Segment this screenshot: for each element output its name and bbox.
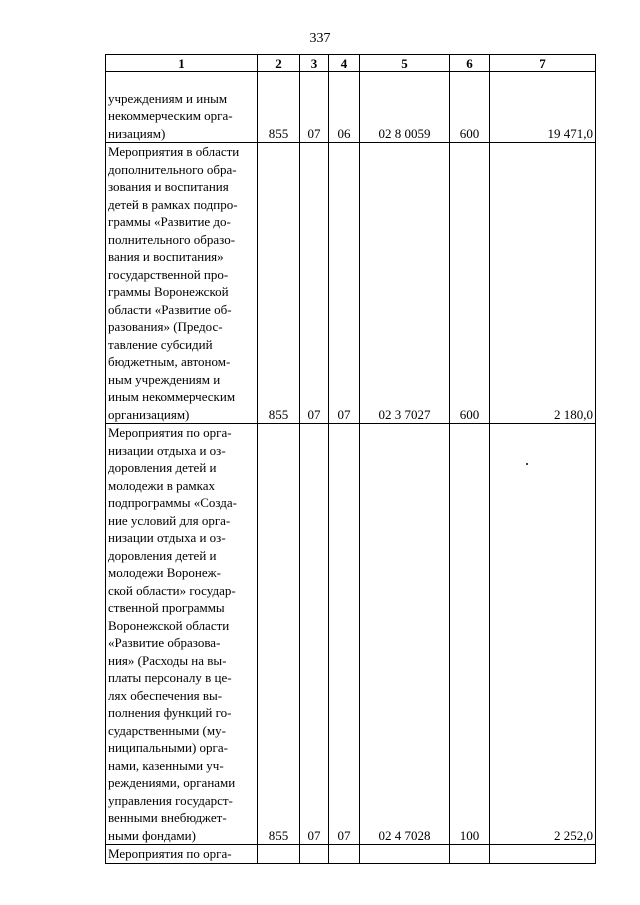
description-line: ской области» государ- [108,582,236,598]
description-line: Мероприятия по орга- [108,425,232,440]
row-description [106,143,258,424]
cell-expense-type: 100 [450,424,490,845]
description-line: дополнительного обра- [108,161,237,177]
cell-amount: 2 252,0 [490,424,596,845]
description-line: ными фондами) [108,827,196,843]
description-line: некоммерческим орга- [108,108,233,123]
description-line: доровления детей и [108,547,217,563]
description-line: вания и воспитания» [108,249,224,264]
description-line: учреждениям и иным [108,90,228,106]
header-col-2: 2 [258,55,300,72]
cell-section: 07 [300,72,329,143]
description-line: зования и воспитания [108,179,229,194]
cell-amount: 19 471,0 [490,72,596,143]
description-line: детей в рамках подпро- [108,196,238,212]
header-row [106,55,596,72]
description-line: бюджетным, автоном- [108,354,231,369]
description-line: низациям) [108,125,166,141]
description-line: сударственными (му- [108,722,226,738]
cell-section: 07 [300,143,329,424]
description-line: полнения функций го- [108,705,232,720]
description-line: платы персоналу в це- [108,670,232,685]
description-line: молодежи Воронеж- [108,565,221,580]
cell-target-article: 02 3 7027 [360,143,450,424]
cell-target-article: 02 8 0059 [360,72,450,143]
row-description [106,424,258,845]
description-line: разования» (Предос- [108,319,223,334]
description-line: иным некоммерческим [108,389,236,404]
budget-table [105,54,596,864]
header-col-7: 7 [490,55,596,72]
description-line: ным учреждениям и [108,371,221,387]
description-line: Мероприятия по орга- [108,846,232,861]
description-line: граммы Воронежской [108,284,229,299]
cell-target-article: 02 4 7028 [360,424,450,845]
cell-amount [490,845,596,864]
cell-subsection [329,845,360,864]
cell-subsection: 07 [329,143,360,424]
description-line: низации отдыха и оз- [108,442,226,458]
description-line: ние условий для орга- [108,512,231,528]
description-line: управления государст- [108,792,233,808]
header-col-4: 4 [329,55,360,72]
cell-ministry [258,845,300,864]
table-row [106,72,596,143]
description-line: ния» (Расходы на вы- [108,652,227,668]
description-line: государственной про- [108,266,229,282]
header-col-5: 5 [360,55,450,72]
description-line: тавление субсидий [108,336,213,352]
description-line: «Развитие образова- [108,635,221,650]
header-col-1: 1 [106,55,258,72]
table-row [106,845,596,864]
row-description [106,845,258,864]
description-line: низации отдыха и оз- [108,530,226,545]
cell-section [300,845,329,864]
description-line: венными внебюджет- [108,810,227,825]
description-line: лях обеспечения вы- [108,687,223,703]
cell-subsection: 06 [329,72,360,143]
cell-ministry: 855 [258,424,300,845]
description-line: Воронежской области [108,617,230,633]
description-line: подпрограммы «Созда- [108,495,237,510]
header-col-3: 3 [300,55,329,72]
description-line: полнительного образо- [108,231,236,247]
cell-ministry: 855 [258,143,300,424]
cell-expense-type [450,845,490,864]
scan-speck [526,463,528,465]
cell-amount: 2 180,0 [490,143,596,424]
description-line: граммы «Развитие до- [108,214,231,229]
description-line: доровления детей и [108,460,217,475]
table-row [106,143,596,424]
cell-ministry: 855 [258,72,300,143]
description-line: Мероприятия в области [108,144,240,159]
description-line: реждениями, органами [108,775,236,790]
description-line: нами, казенными уч- [108,757,224,773]
description-line: молодежи в рамках [108,477,216,493]
cell-expense-type: 600 [450,72,490,143]
cell-subsection: 07 [329,424,360,845]
page-number: 337 [309,31,331,46]
cell-section: 07 [300,424,329,845]
cell-expense-type: 600 [450,143,490,424]
description-line: области «Развитие об- [108,301,232,317]
description-line: организациям) [108,406,190,422]
cell-target-article [360,845,450,864]
header-col-6: 6 [450,55,490,72]
description-line: ственной программы [108,600,225,615]
description-line: ниципальными) орга- [108,740,228,755]
table-row [106,424,596,845]
row-description [106,72,258,143]
